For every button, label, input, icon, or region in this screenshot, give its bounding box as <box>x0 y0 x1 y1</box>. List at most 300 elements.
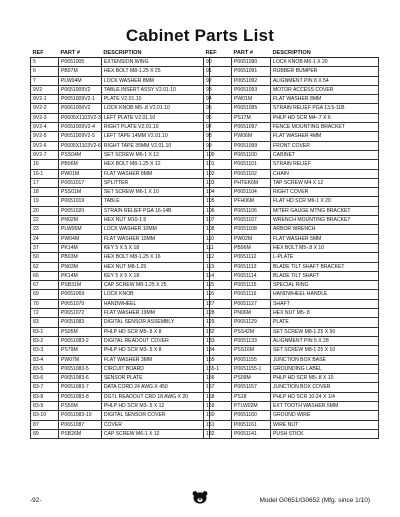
table-row <box>204 309 379 318</box>
part-number-cell: PN06M <box>232 309 271 318</box>
ref-cell: 20 <box>31 206 59 215</box>
description-cell: FLAT WASHER 3MM <box>101 355 209 364</box>
ref-header: REF <box>204 48 232 58</box>
table-row <box>31 281 210 290</box>
table-row <box>31 104 210 113</box>
ref-cell: 182 <box>204 429 232 438</box>
description-cell: FLAT WASHER 10MM <box>101 234 209 243</box>
table-row <box>204 169 379 178</box>
part-number-cell: PS50M <box>59 401 102 410</box>
table-row <box>204 67 379 76</box>
part-number-cell: P0651083-5 <box>59 364 102 373</box>
part-number-cell: P0651009V2-5 <box>59 132 102 141</box>
description-cell: LOCK KNOB <box>101 290 209 299</box>
ref-cell: 134 <box>204 346 232 355</box>
part-number-cell: PW07M <box>59 355 102 364</box>
ref-cell: 159 <box>204 401 232 410</box>
description-cell: MITER GAUGE MTNG BRACKET <box>271 206 379 215</box>
ref-cell: 5 <box>31 58 59 67</box>
description-cell: FLAT WASHER 8MM <box>271 95 379 104</box>
description-cell: TABLE INSERT ASSY V2.01.10 <box>101 85 209 94</box>
description-cell: DGTL READOUT CRD 18 AWG X 20 <box>101 392 209 401</box>
ref-cell: 87 <box>31 420 59 429</box>
part-number-cell: P0605X1103V2-6 <box>59 141 102 150</box>
ref-cell: 23 <box>31 225 59 234</box>
ref-cell: 83 <box>31 318 59 327</box>
ref-cell: 9V2 <box>31 85 59 94</box>
description-cell: FLAT WASHER 4MM <box>271 132 379 141</box>
part-number-cell: PS09M <box>232 374 271 383</box>
ref-cell: 156 <box>204 374 232 383</box>
part-number-cell: PN03M <box>59 262 102 271</box>
ref-cell: 70 <box>31 299 59 308</box>
table-row <box>31 150 210 159</box>
description-cell: COVER <box>101 420 209 429</box>
table-row <box>31 392 210 401</box>
part-number-cell: P0651099 <box>232 141 271 150</box>
part-number-cell: P0605X1103V2-3 <box>59 113 102 122</box>
description-header: DESCRIPTION <box>271 48 379 58</box>
part-number-cell: P0651083 <box>59 318 102 327</box>
description-cell: WRENCH MOUNTING BRACKET <box>271 216 379 225</box>
ref-cell: 50 <box>31 253 59 262</box>
part-header: PART # <box>232 48 271 58</box>
part-number-cell: P0651133 <box>232 336 271 345</box>
ref-cell: 107 <box>204 216 232 225</box>
description-cell: SET SCREW M8-1.25 X 10 <box>271 346 379 355</box>
ref-cell: 67 <box>31 281 59 290</box>
description-cell: CABINET <box>271 150 379 159</box>
part-number-cell: P0651112 <box>232 253 271 262</box>
ref-cell: 128 <box>204 309 232 318</box>
table-row <box>204 197 379 206</box>
ref-cell: 83-9 <box>31 401 59 410</box>
part-number-cell: P0651104 <box>232 188 271 197</box>
table-row <box>31 383 210 392</box>
part-number-cell: PW04M <box>59 234 102 243</box>
ref-cell: 95 <box>204 104 232 113</box>
table-row <box>204 206 379 215</box>
part-number-cell: P0651114 <box>232 271 271 280</box>
table-row <box>204 429 379 438</box>
ref-cell: 16-1 <box>31 169 59 178</box>
ref-cell: 155 <box>204 355 232 364</box>
part-number-cell: P0651069 <box>59 290 102 299</box>
ref-cell: 83-1 <box>31 327 59 336</box>
ref-cell: 37 <box>31 243 59 252</box>
table-row <box>31 364 210 373</box>
parts-table-left <box>30 48 210 439</box>
table-row <box>204 95 379 104</box>
part-number-cell: PSS42M <box>232 327 271 336</box>
part-number-cell: P0651160 <box>232 411 271 420</box>
part-number-cell: P0651100 <box>232 150 271 159</box>
ref-cell: 19 <box>31 197 59 206</box>
part-number-cell: P0651017 <box>59 178 102 187</box>
description-cell: JUNCTION BOX BASE <box>271 355 379 364</box>
description-cell: PLATE V2.01.10 <box>101 95 209 104</box>
part-number-cell: P0651115 <box>232 281 271 290</box>
ref-cell: 6 <box>31 67 59 76</box>
table-row <box>204 160 379 169</box>
ref-cell: 16 <box>31 160 59 169</box>
description-cell: PLATE <box>271 318 379 327</box>
part-number-cell: PTLW02M <box>232 401 271 410</box>
part-number-cell: P0651009V2-4 <box>59 123 102 132</box>
description-cell: FRONT COVER <box>271 141 379 150</box>
table-row <box>204 401 379 410</box>
table-row <box>204 253 379 262</box>
ref-cell: 104 <box>204 188 232 197</box>
table-row <box>31 336 210 345</box>
description-cell: EXT TOOTH WASHER 5MM <box>271 401 379 410</box>
description-cell: FLAT WASHER 19MM <box>101 309 209 318</box>
description-cell: HEX BOLT M8-1.25 X 16 <box>101 253 209 262</box>
description-cell: DIGITAL SENSOR COVER <box>101 411 209 420</box>
description-cell: LOCK WASHER 8MM <box>101 76 209 85</box>
table-row <box>204 113 379 122</box>
part-number-cell: P0651157 <box>232 383 271 392</box>
ref-cell: 66 <box>31 271 59 280</box>
part-number-cell: PS79M <box>59 346 102 355</box>
ref-cell: 112 <box>204 253 232 262</box>
description-cell: GROUND WIRE <box>271 411 379 420</box>
table-row <box>204 262 379 271</box>
ref-cell: 9V2-2 <box>31 104 59 113</box>
description-cell: DIGITAL READOUT COVER <box>101 336 209 345</box>
ref-cell: 96 <box>204 113 232 122</box>
table-row <box>204 392 379 401</box>
part-number-cell: P0651083-2 <box>59 336 102 345</box>
ref-cell: 91 <box>204 67 232 76</box>
description-cell: PUSH STICK <box>271 429 379 438</box>
description-cell: HEX BOLT M5-.8 X 10 <box>271 243 379 252</box>
description-cell: HEX NUT M10-1.5 <box>101 216 209 225</box>
table-row <box>31 290 210 299</box>
table-row <box>204 374 379 383</box>
description-cell: CIRCUIT BOARD <box>101 364 209 373</box>
description-cell: RIGHT TAPE 35MM V2.01.10 <box>101 141 209 150</box>
table-row <box>31 299 210 308</box>
table-row <box>31 95 210 104</box>
table-row <box>31 374 210 383</box>
table-row <box>204 346 379 355</box>
part-number-cell: P0651019 <box>59 197 102 206</box>
ref-cell: 72 <box>31 309 59 318</box>
description-cell: DIGITAL SENSOR ASSEMBLY <box>101 318 209 327</box>
ref-cell: 62 <box>31 262 59 271</box>
ref-cell: 9V2-4 <box>31 123 59 132</box>
description-cell: ALIGNMENT PIN 8 X 54 <box>271 76 379 85</box>
ref-cell: 93 <box>204 85 232 94</box>
part-number-cell: P0651072 <box>59 309 102 318</box>
ref-cell: 18 <box>31 188 59 197</box>
ref-cell: 83-8 <box>31 392 59 401</box>
table-row <box>204 225 379 234</box>
table-row <box>31 188 210 197</box>
ref-cell: 129 <box>204 318 232 327</box>
description-cell: HANDWHEEL HANDLE <box>271 290 379 299</box>
part-number-cell: PSB31M <box>59 281 102 290</box>
ref-cell: 103 <box>204 178 232 187</box>
description-cell: HEX BOLT M8-1.25 X 25 <box>101 67 209 76</box>
table-row <box>204 271 379 280</box>
part-number-cell: P0651102 <box>232 169 271 178</box>
description-cell: RIGHT COVER <box>271 188 379 197</box>
table-row <box>204 327 379 336</box>
ref-cell: 155-1 <box>204 364 232 373</box>
table-row <box>31 401 210 410</box>
ref-cell: 106 <box>204 206 232 215</box>
part-number-cell: PB06M <box>59 160 102 169</box>
part-number-cell: PW02M <box>232 234 271 243</box>
table-row <box>31 169 210 178</box>
ref-cell: 22 <box>31 216 59 225</box>
part-number-cell: P0661006V2 <box>59 104 102 113</box>
part-number-cell: PK14M <box>59 271 102 280</box>
bear-logo-icon <box>191 490 209 504</box>
table-row <box>31 318 210 327</box>
table-row <box>204 355 379 364</box>
description-cell: L-PLATE <box>271 253 379 262</box>
ref-cell: 99 <box>204 141 232 150</box>
description-cell: PHLP HD SCR 10-24 X 1/4 <box>271 392 379 401</box>
table-row <box>204 281 379 290</box>
part-number-cell: PSB26M <box>59 429 102 438</box>
table-row <box>31 309 210 318</box>
table-row <box>204 132 379 141</box>
description-cell: CHAIN <box>271 169 379 178</box>
ref-cell: 9V2-1 <box>31 95 59 104</box>
ref-header: REF <box>31 48 59 58</box>
part-number-cell: P0651092 <box>232 76 271 85</box>
ref-cell: 158 <box>204 392 232 401</box>
table-row <box>31 76 210 85</box>
description-header: DESCRIPTION <box>101 48 209 58</box>
part-number-cell: PW01M <box>59 169 102 178</box>
table-row <box>204 290 379 299</box>
description-cell: RIGHT PLATE V2.01.10 <box>101 123 209 132</box>
part-number-cell: PSS16M <box>232 346 271 355</box>
part-number-cell: PSS01M <box>59 188 102 197</box>
table-row <box>31 355 210 364</box>
page-title: Cabinet Parts List <box>125 26 275 45</box>
part-number-cell: P0651083-10 <box>59 411 102 420</box>
description-cell: JUNCTION BOX COVER <box>271 383 379 392</box>
description-cell: KEY 5 X 5 X 18 <box>101 271 209 280</box>
part-number-cell: PLW04M <box>59 76 102 85</box>
description-cell: LEFT PLATE V2.01.10 <box>101 113 209 122</box>
part-number-cell: P0651129 <box>232 318 271 327</box>
ref-cell: 83-6 <box>31 374 59 383</box>
table-row <box>31 271 210 280</box>
model-info: Model G0651/G0652 (Mfg. since 1/10) <box>259 497 370 504</box>
part-number-cell: PN02M <box>59 216 102 225</box>
ref-cell: 101 <box>204 160 232 169</box>
table-row <box>31 262 210 271</box>
description-cell: MOTOR ACCESS COVER <box>271 85 379 94</box>
table-row <box>31 346 210 355</box>
table-row <box>31 141 210 150</box>
ref-cell: 9V2-6 <box>31 141 59 150</box>
part-number-cell: P0651091 <box>232 67 271 76</box>
part-number-cell: P0651090 <box>232 58 271 67</box>
ref-cell: 83-4 <box>31 355 59 364</box>
table-row <box>204 364 379 373</box>
part-number-cell: P0651155 <box>232 355 271 364</box>
table-row <box>31 132 210 141</box>
description-cell: HANDWHEEL <box>101 299 209 308</box>
table-row <box>31 411 210 420</box>
part-number-cell: PS18 <box>232 392 271 401</box>
part-number-cell: P0651108 <box>232 225 271 234</box>
part-number-cell: P0651009V2 <box>59 85 102 94</box>
ref-cell: 98 <box>204 132 232 141</box>
table-row <box>31 225 210 234</box>
ref-cell: 113 <box>204 262 232 271</box>
table-row <box>204 58 379 67</box>
part-number-cell: PK14M <box>59 243 102 252</box>
description-cell: STRAIN RELIEF PGA 13.5-11B <box>271 104 379 113</box>
part-number-cell: P0651141 <box>232 429 271 438</box>
description-cell: SPECIAL RING <box>271 281 379 290</box>
parts-table-right <box>203 48 379 439</box>
ref-cell: 83-5 <box>31 364 59 373</box>
ref-cell: 100 <box>204 150 232 159</box>
part-number-cell: P0651101 <box>232 160 271 169</box>
description-cell: CAP SCREW M6-1 X 12 <box>101 429 209 438</box>
table-row <box>31 429 210 438</box>
part-number-cell: PB07M <box>59 67 102 76</box>
ref-cell: 83-7 <box>31 383 59 392</box>
part-number-cell: P0651009V2-1 <box>59 95 102 104</box>
description-cell: SET SCREW M8-1.25 X 50 <box>271 327 379 336</box>
part-number-cell: P0651106 <box>232 206 271 215</box>
ref-cell: 83-3 <box>31 346 59 355</box>
table-row <box>204 299 379 308</box>
ref-cell: 111 <box>204 243 232 252</box>
ref-cell: 108 <box>204 225 232 234</box>
table-row <box>31 85 210 94</box>
description-cell: TAP SCREW M4 X 12 <box>271 178 379 187</box>
table-row <box>31 197 210 206</box>
ref-cell: 9V2-7 <box>31 150 59 159</box>
description-cell: FLAT WASHER 8MM <box>101 169 209 178</box>
ref-cell: 114 <box>204 271 232 280</box>
table-row <box>204 336 379 345</box>
ref-cell: 157 <box>204 383 232 392</box>
ref-cell: 83-2 <box>31 336 59 345</box>
description-cell: STRAIN RELIEF <box>271 160 379 169</box>
ref-cell: 94 <box>204 95 232 104</box>
description-cell: RUBBER BUMPER <box>271 67 379 76</box>
description-cell: PHLP HD SCR M3-.5 X 8 <box>101 346 209 355</box>
table-row <box>31 420 210 429</box>
table-row <box>31 243 210 252</box>
table-header-row <box>204 48 379 58</box>
description-cell: STRAIN RELIEF PGA 16-14B <box>101 206 209 215</box>
description-cell: FLAT HD SCR M6-1 X 20 <box>271 197 379 206</box>
part-number-cell: PS05M <box>59 327 102 336</box>
description-cell: TABLE <box>101 197 209 206</box>
part-number-cell: P0651116 <box>232 290 271 299</box>
ref-cell: 69 <box>31 290 59 299</box>
description-cell: BLADE TILT SHAFT BRACKET <box>271 262 379 271</box>
table-row <box>204 234 379 243</box>
ref-cell: 9V2-5 <box>31 132 59 141</box>
part-header: PART # <box>59 48 102 58</box>
description-cell: DATA CORD 24 AWG X 450 <box>101 383 209 392</box>
description-cell: BLADE TILT SHAFT <box>271 271 379 280</box>
part-number-cell: P0651161 <box>232 420 271 429</box>
ref-cell: 161 <box>204 420 232 429</box>
description-cell: SPLITTER <box>101 178 209 187</box>
table-row <box>31 67 210 76</box>
description-cell: LOCK KNOB M5-.8 V2.01.10 <box>101 104 209 113</box>
table-row <box>31 58 210 67</box>
description-cell: ALIGNMENT PIN 5 X 28 <box>271 336 379 345</box>
ref-cell: 116 <box>204 290 232 299</box>
table-row <box>31 216 210 225</box>
description-cell: ARBOR WRENCH <box>271 225 379 234</box>
part-number-cell: P0651093 <box>232 85 271 94</box>
ref-cell: 133 <box>204 336 232 345</box>
ref-cell: 115 <box>204 281 232 290</box>
table-row <box>204 216 379 225</box>
ref-cell: 110 <box>204 234 232 243</box>
ref-cell: 132 <box>204 327 232 336</box>
table-row <box>204 104 379 113</box>
page-number: -92- <box>30 497 42 504</box>
description-cell: SENSOR PLATE <box>101 374 209 383</box>
ref-cell: 24 <box>31 234 59 243</box>
ref-cell: 105 <box>204 197 232 206</box>
table-row <box>204 318 379 327</box>
part-number-cell: P0651087 <box>59 420 102 429</box>
table-row <box>31 160 210 169</box>
ref-cell: 97 <box>204 123 232 132</box>
description-cell: PHLP HD SCR M5-.8 X 8 <box>101 327 209 336</box>
table-row <box>204 178 379 187</box>
part-number-cell: P0651070 <box>59 299 102 308</box>
ref-cell: 83-10 <box>31 411 59 420</box>
table-row <box>31 327 210 336</box>
description-cell: PHLP HD SCR M3-.5 X 12 <box>101 401 209 410</box>
description-cell: PHLP HD SCR M5-.8 X 10 <box>271 374 379 383</box>
part-number-cell: PW01M <box>232 95 271 104</box>
table-row <box>204 383 379 392</box>
part-number-cell: PS17M <box>232 113 271 122</box>
description-cell: LOCK WASHER 10MM <box>101 225 209 234</box>
ref-cell: 89 <box>31 429 59 438</box>
table-row <box>204 85 379 94</box>
ref-cell: 7 <box>31 76 59 85</box>
ref-cell: 90 <box>204 58 232 67</box>
part-number-cell: P0651083-8 <box>59 392 102 401</box>
description-cell: HEX BOLT M8-1.25 X 12 <box>101 160 209 169</box>
part-number-cell: PFH06M <box>232 197 271 206</box>
table-row <box>204 420 379 429</box>
table-row <box>31 123 210 132</box>
part-number-cell: P0651113 <box>232 262 271 271</box>
part-number-cell: PLW06M <box>59 225 102 234</box>
ref-cell: 102 <box>204 169 232 178</box>
description-cell: CAP SCREW M8-1.25 X 25 <box>101 281 209 290</box>
part-number-cell: P0651020 <box>59 206 102 215</box>
table-row <box>204 123 379 132</box>
table-header-row <box>31 48 210 58</box>
table-row <box>204 188 379 197</box>
